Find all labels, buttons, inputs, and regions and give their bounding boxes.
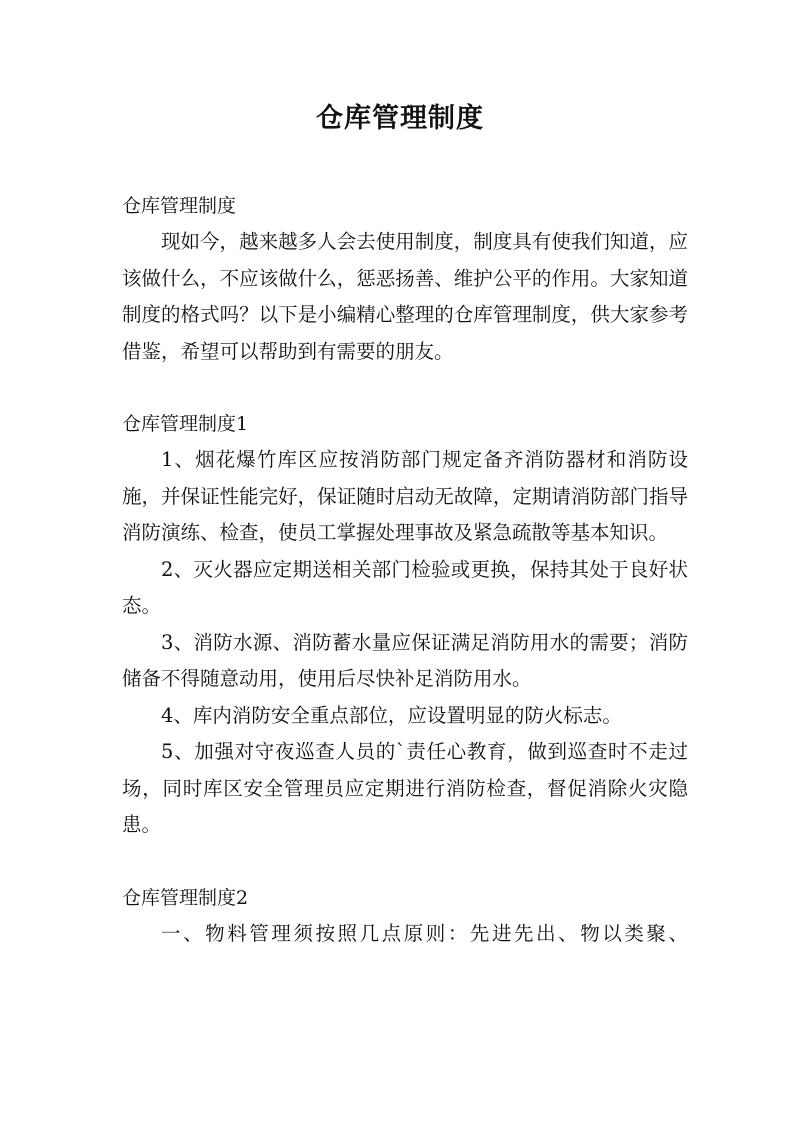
document-body	[122, 188, 688, 952]
intro-heading: 仓库管理制度	[122, 195, 237, 217]
section-1-item-4: 4、库内消防安全重点部位，应设置明显的防火标志。	[161, 703, 622, 727]
spacer	[122, 370, 688, 406]
section-1-item-2: 2、灭火器应定期送相关部门检验或更换，保持其处于良好状态。	[122, 557, 688, 617]
section-1-item-5: 5、加强对守夜巡查人员的`责任心教育，做到巡查时不走过场，同时库区安全管理员应定期进行消防检查，督促消除火灾隐患。	[122, 740, 688, 836]
section-2-item-1: 一、物料管理须按照几点原则：先进先出、物以类聚、	[161, 921, 688, 945]
section-1-item-3: 3、消防水源、消防蓄水量应保证满足消防用水的需要；消防储备不得随意动用，使用后尽快补足消防用水。	[122, 630, 688, 690]
section-2-heading: 仓库管理制度2	[122, 886, 249, 909]
spacer	[122, 844, 688, 880]
section-1-heading: 仓库管理制度1	[122, 413, 249, 435]
document-title: 仓库管理制度	[316, 103, 484, 134]
section-1-item-1: 1、烟花爆竹库区应按消防部门规定备齐消防器材和消防设施，并保证性能完好，保证随时启动无故障，定期请消防部门指导消防演练、检查，使员工掌握处理事故及紧急疏散等基本知识。	[122, 448, 688, 544]
intro-paragraph: 现如今，越来越多人会去使用制度，制度具有使我们知道，应该做什么，不应该做什么，惩恶扬善、维护公平的作用。大家知道制度的格式吗？以下是小编精心整理的仓库管理制度，供大家参考借鉴，希望可以帮助到有需要的朋友。	[122, 230, 688, 363]
